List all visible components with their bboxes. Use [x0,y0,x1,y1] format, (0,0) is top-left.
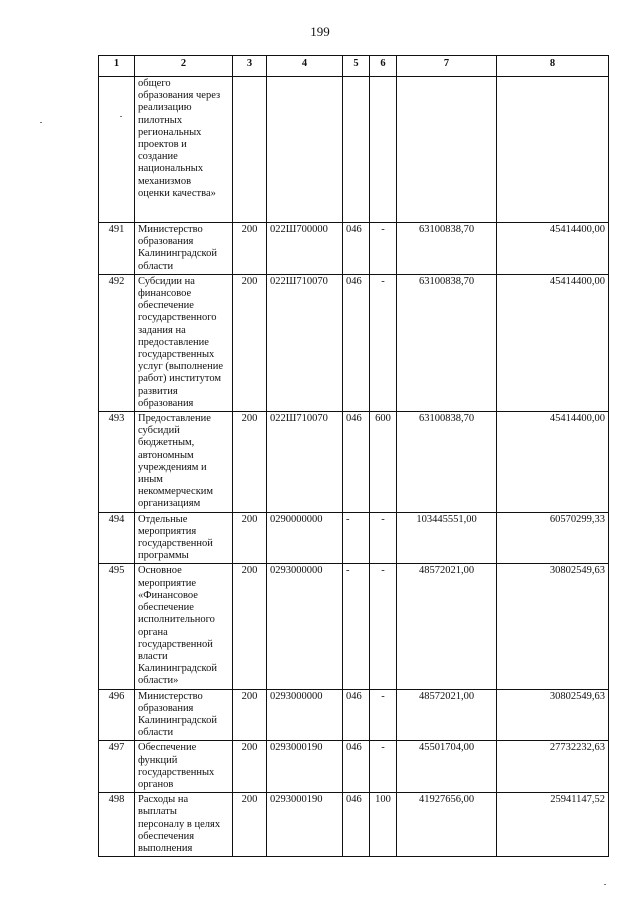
amount-cell: 48572021,00 [397,689,497,741]
item-name-cell [135,512,233,564]
amount-cell-second: 27732232,63 [497,741,609,793]
item-name-line: национальных [138,163,204,175]
item-name-cell [135,741,233,793]
row-number-cell: 495 [99,564,135,689]
section-code-cell: 046 [343,689,370,741]
item-name-line: исполнительного [138,614,215,626]
amount-cell-second: 25941147,52 [497,793,609,857]
item-name-line: обеспечения [138,830,195,842]
amount-cell: 48572021,00 [397,564,497,689]
target-article-cell: 0293000190 [267,741,343,793]
item-name-line: региональных [138,126,202,138]
item-name-line: органов [138,778,174,790]
column-header-1: 1 [99,56,135,77]
row-number-cell [99,77,135,223]
column-header-5: 5 [343,56,370,77]
item-name-line: программы [138,550,189,562]
item-name-line: услуг (выполнение [138,361,223,373]
row-number-cell: 496 [99,689,135,741]
ministry-code-cell: 200 [233,741,267,793]
column-header-8: 8 [497,56,609,77]
item-name-line: финансовое [138,288,192,300]
expense-type-cell: - [370,689,397,741]
item-name-line: государственных [138,349,215,361]
amount-cell: 63100838,70 [397,223,497,275]
item-name-line: образования [138,397,194,409]
expense-type-cell: - [370,512,397,564]
item-name-line: Предоставление [138,413,211,425]
item-name-line: Расходы на [138,794,189,806]
table-body [99,77,609,857]
item-name-line: Основное [138,565,182,577]
item-name-line: мероприятия [138,525,197,537]
target-article-cell: 022Ш710070 [267,274,343,411]
amount-cell: 41927656,00 [397,793,497,857]
section-code-cell: - [343,512,370,564]
table-row [99,223,609,275]
item-name-line: «Финансовое [138,589,198,601]
section-code-cell: - [343,564,370,689]
item-name-line: области [138,260,174,272]
item-name-line: Отдельные [138,513,188,525]
item-name-line: некоммерческим [138,486,214,498]
target-article-cell: 0293000000 [267,564,343,689]
item-name-line: организациям [138,498,201,510]
item-name-line: функций [138,754,178,766]
item-name-line: создание [138,151,178,163]
item-name-line: области [138,727,174,739]
item-name-line: обеспечение [138,602,194,614]
item-name-line: работ) институтом [138,373,222,385]
item-name-line: учреждениям и [138,461,207,473]
section-code-cell: 046 [343,741,370,793]
item-name-line: образования через [138,90,221,102]
ministry-code-cell: 200 [233,223,267,275]
target-article-cell [267,77,343,223]
item-name-line: иным [138,474,163,486]
expense-type-cell: 600 [370,412,397,513]
item-name-line: реализацию [138,102,192,114]
item-name-line: государственных [138,766,215,778]
column-header-2: 2 [135,56,233,77]
table-row [99,412,609,513]
amount-cell [397,77,497,223]
item-name-line: Министерство [138,224,203,235]
amount-cell-second: 45414400,00 [497,274,609,411]
ministry-code-cell: 200 [233,412,267,513]
expense-type-cell: 100 [370,793,397,857]
page-number: 199 [310,24,330,39]
scan-speck [40,122,42,123]
target-article-cell: 0293000190 [267,793,343,857]
ministry-code-cell: 200 [233,689,267,741]
ministry-code-cell: 200 [233,564,267,689]
ministry-code-cell: 200 [233,274,267,411]
table-row [99,564,609,689]
item-name-line: образования [138,702,194,714]
target-article-cell: 022Ш700000 [267,223,343,275]
expense-type-cell [370,77,397,223]
item-name-line: предоставление [138,336,209,348]
column-header-7: 7 [397,56,497,77]
amount-cell-second: 30802549,63 [497,564,609,689]
ministry-code-cell [233,77,267,223]
item-name-cell [135,689,233,741]
column-header-3: 3 [233,56,267,77]
table-row [99,793,609,857]
ministry-code-cell: 200 [233,512,267,564]
column-header-4: 4 [267,56,343,77]
item-name-cell [135,564,233,689]
amount-cell: 103445551,00 [397,512,497,564]
scan-speck [604,884,606,885]
table-row [99,274,609,411]
row-number-cell: 491 [99,223,135,275]
section-code-cell [343,77,370,223]
table-row [99,741,609,793]
amount-cell-second [497,77,609,223]
expense-type-cell: - [370,741,397,793]
amount-cell-second: 45414400,00 [497,223,609,275]
section-code-cell: 046 [343,223,370,275]
row-number-cell: 498 [99,793,135,857]
item-name-cell [135,77,233,223]
item-name-line: развития [138,385,178,397]
section-code-cell: 046 [343,793,370,857]
item-name-line: области» [138,675,179,687]
item-name-cell [135,223,233,275]
item-name-line: Калининградской [138,248,217,260]
row-number-cell: 493 [99,412,135,513]
table-row [99,512,609,564]
row-number-cell: 494 [99,512,135,564]
item-name-line: обеспечение [138,300,194,312]
item-name-line: Калининградской [138,714,217,726]
item-name-line: оценки качества» [138,187,216,199]
item-name-cell [135,793,233,857]
amount-cell: 63100838,70 [397,412,497,513]
section-code-cell: 046 [343,274,370,411]
item-name-line: образования [138,236,194,248]
item-name-line: государственной [138,638,213,650]
expense-type-cell: - [370,564,397,689]
expense-type-cell: - [370,223,397,275]
item-name-line: власти [138,650,168,662]
item-name-line: выполнения [138,842,193,854]
target-article-cell: 022Ш710070 [267,412,343,513]
item-name-cell [135,412,233,513]
item-name-cell [135,274,233,411]
item-name-line: пилотных [138,114,183,126]
row-number-cell: 497 [99,741,135,793]
item-name-line: задания на [138,324,186,336]
item-name-line: механизмов [138,175,192,187]
row-number-cell: 492 [99,274,135,411]
table-row [99,689,609,741]
item-name-line: выплаты [138,806,177,818]
header-row [99,56,609,77]
target-article-cell: 0290000000 [267,512,343,564]
expense-type-cell: - [370,274,397,411]
item-name-line: органа [138,626,168,638]
target-article-cell: 0293000000 [267,689,343,741]
item-name-line: персоналу в целях [138,818,221,830]
item-name-line: бюджетным, [138,437,195,449]
item-name-line: общего [138,78,171,89]
item-name-line: субсидий [138,425,180,437]
table-row [99,77,609,223]
ministry-code-cell: 200 [233,793,267,857]
item-name-line: Калининградской [138,663,217,675]
budget-table [98,55,609,857]
item-name-line: государственной [138,538,213,550]
section-code-cell: 046 [343,412,370,513]
item-name-line: проектов и [138,139,187,151]
amount-cell-second: 45414400,00 [497,412,609,513]
amount-cell: 63100838,70 [397,274,497,411]
amount-cell: 45501704,00 [397,741,497,793]
amount-cell-second: 30802549,63 [497,689,609,741]
item-name-line: автономным [138,449,194,461]
item-name-line: Министерство [138,690,203,702]
item-name-line: мероприятие [138,577,196,589]
amount-cell-second: 60570299,33 [497,512,609,564]
item-name-line: государственного [138,312,217,324]
item-name-line: Субсидии на [138,275,195,287]
column-header-6: 6 [370,56,397,77]
item-name-line: Обеспечение [138,742,197,754]
